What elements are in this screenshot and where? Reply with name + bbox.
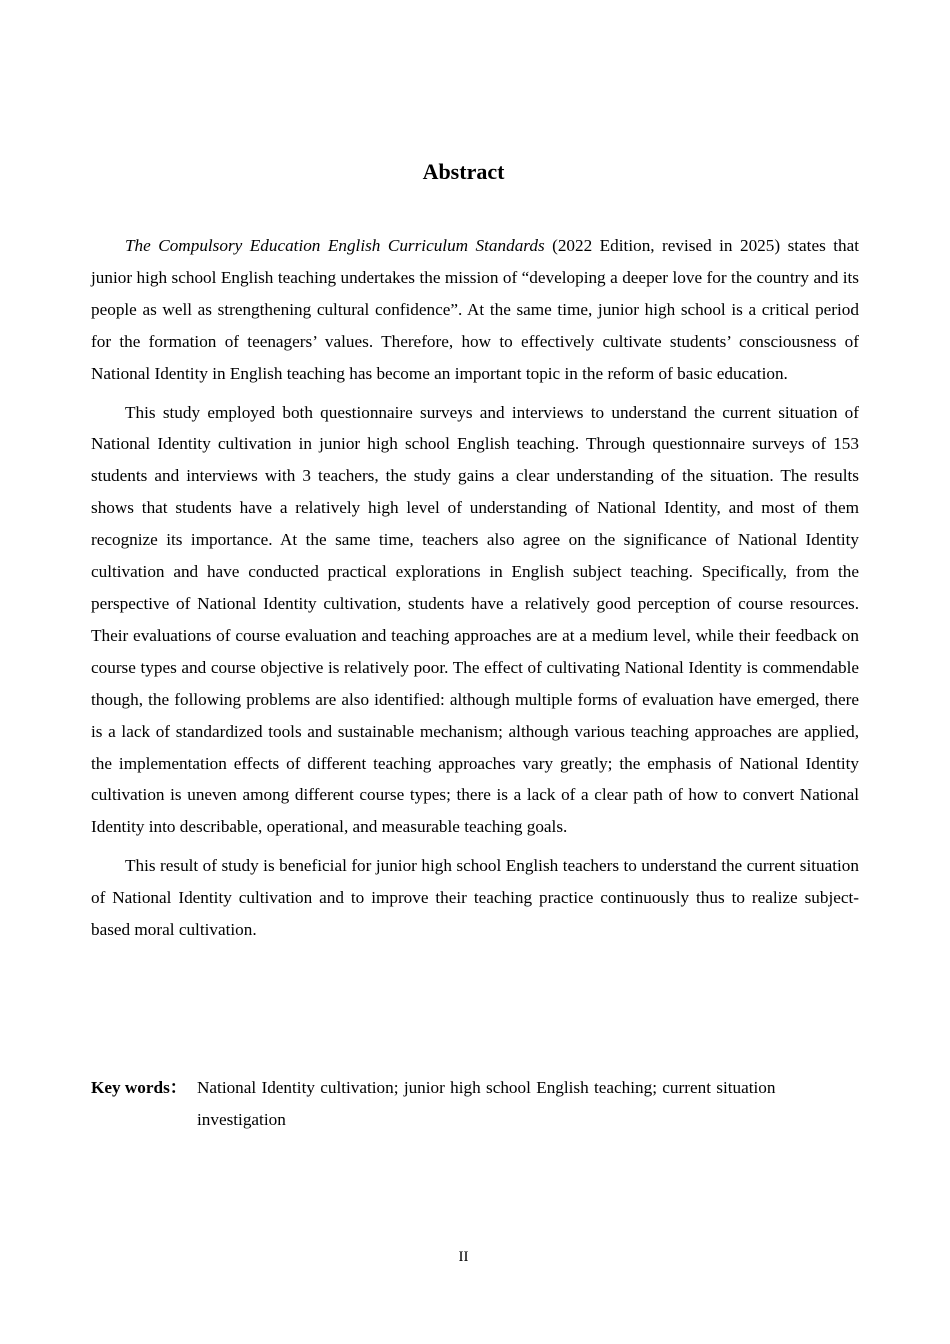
keywords-label: Key words： (91, 1078, 187, 1097)
keywords-text: National Identity cultivation; junior high school English teaching; current situation investigation (197, 1078, 776, 1129)
paragraph-3-text: This result of study is beneficial for junior high school English teachers to understand the current situation of National Identity cultivation and to improve their teaching practice continuously thus to realize subject-based moral cultivation. (91, 856, 859, 940)
abstract-title: Abstract (422, 158, 505, 184)
abstract-paragraph-1 (91, 230, 859, 390)
paragraph-1-text: (2022 Edition, revised in 2025) states that junior high school English teaching undertakes the mission of “developing a deeper love for the country and its people as well as strengthening cultural confidence”. At the same time, junior high school is a critical period for the formation of teenagers’ values. Therefore, how to effectively cultivate students’ consciousness of National Identity in English teaching has become an important topic in the reform of basic education. (91, 236, 859, 383)
abstract-body (91, 230, 859, 953)
abstract-paragraph-2 (91, 397, 859, 844)
curriculum-standards-title: The Compulsory Education English Curriculum Standards (125, 236, 545, 255)
paragraph-2-text: This study employed both questionnaire surveys and interviews to understand the current situation of National Identity cultivation in junior high school English teaching. Through questionnaire surveys of 153 students and interviews with 3 teachers, the study gains a clear understanding of the situation. The results shows that students have a relatively high level of understanding of National Identity, and most of them recognize its importance. At the same time, teachers also agree on the significance of National Identity cultivation and have conducted practical explorations in English subject teaching. Specifically, from the perspective of National Identity cultivation, students have a relatively good perception of course resources. Their evaluations of course evaluation and teaching approaches are at a medium level, while their feedback on course types and course objective is relatively poor. The effect of cultivating National Identity is commendable though, the following problems are also identified: although multiple forms of evaluation have emerged, there is a lack of standardized tools and sustainable mechanism; although various teaching approaches are applied, the implementation effects of different teaching approaches vary greatly; the emphasis of National Identity cultivation is uneven among different course types; there is a lack of a clear path of how to convert National Identity into describable, operational, and measurable teaching goals. (91, 402, 859, 837)
abstract-paragraph-3 (91, 850, 859, 946)
keywords-section (91, 1072, 859, 1136)
page-number: II (458, 1249, 469, 1265)
